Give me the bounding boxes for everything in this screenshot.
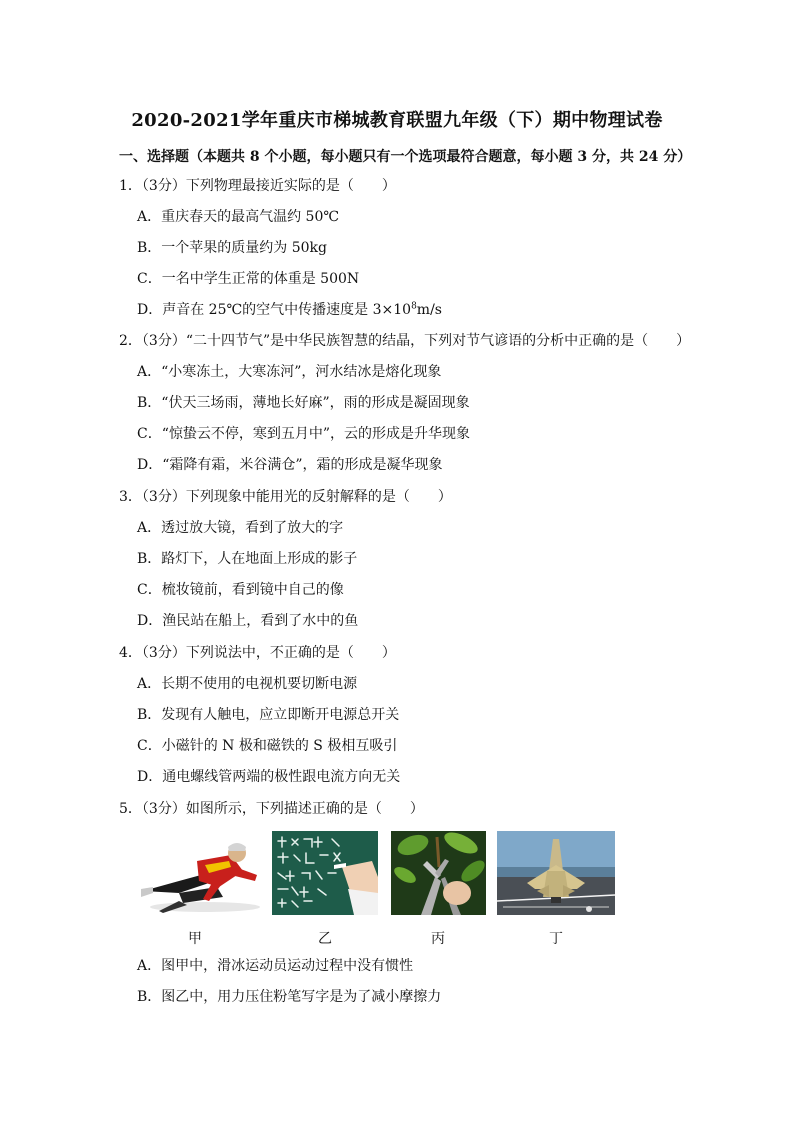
question-4-option-d: D．通电螺线管两端的极性跟电流方向无关 [137, 769, 401, 785]
question-4-stem: 4．（3分）下列说法中，不正确的是（ ） [119, 645, 396, 661]
question-3-option-b: B．路灯下，人在地面上形成的影子 [137, 551, 358, 567]
question-2-option-a: A．“小寒冻土，大寒冻河”，河水结冰是熔化现象 [137, 364, 442, 380]
question-3-option-d: D．渔民站在船上，看到了水中的鱼 [137, 613, 359, 629]
question-1-stem: 1．（3分）下列物理最接近实际的是（ ） [119, 178, 396, 194]
question-2-option-b: B．“伏天三场雨，薄地长好麻”，雨的形成是凝固现象 [137, 395, 470, 411]
question-1-option-d: D．声音在 25℃的空气中传播速度是 $3\times 10^8m/s$ [137, 301, 442, 318]
question-5-option-b: B．图乙中，用力压住粉笔写字是为了减小摩擦力 [137, 989, 442, 1005]
question-3-stem: 3．（3分）下列现象中能用光的反射解释的是（ ） [119, 489, 452, 505]
question-2-option-c: C．“惊蛰云不停，寒到五月中”，云的形成是升华现象 [137, 426, 471, 442]
question-3-option-c: C．梳妆镜前，看到镜中自己的像 [137, 582, 344, 598]
question-1-option-c: C．一名中学生正常的体重是 500N [137, 271, 360, 287]
figure-jia-skater [139, 831, 266, 915]
question-1-option-a: A．重庆春天的最高气温约 50℃ [137, 209, 340, 225]
figure-caption-ding: 丁 [549, 931, 563, 947]
section-heading: 一、选择题（本题共 8 个小题，每小题只有一个选项最符合题意，每小题 3 分，共 24 分） [119, 149, 692, 165]
question-4-option-c: C．小磁针的 N 极和磁铁的 S 极相互吸引 [137, 738, 398, 754]
figure-yi-chalkboard [272, 831, 378, 915]
exponent: 8 [411, 301, 417, 312]
question-3-option-a: A．透过放大镜，看到了放大的字 [137, 520, 344, 536]
figure-bing-shears [391, 831, 486, 915]
question-5-option-a: A．图甲中，滑冰运动员运动过程中没有惯性 [137, 958, 414, 974]
question-4-option-a: A．长期不使用的电视机要切断电源 [137, 676, 358, 692]
question-5-stem: 5．（3分）如图所示，下列描述正确的是（ ） [119, 801, 424, 817]
question-2-stem: 2．（3分）“二十四节气”是中华民族智慧的结晶，下列对节气谚语的分析中正确的是（ ） [119, 333, 691, 349]
figure-caption-yi: 乙 [318, 931, 332, 947]
question-2-option-d: D．“霜降有霜，米谷满仓”，霜的形成是凝华现象 [137, 457, 443, 473]
figure-caption-bing: 丙 [431, 931, 445, 947]
figure-ding-jet [497, 831, 615, 915]
question-4-option-b: B．发现有人触电，应立即断开电源总开关 [137, 707, 400, 723]
exam-title: 2020-2021学年重庆市梯城教育联盟九年级（下）期中物理试卷 [131, 110, 663, 131]
figure-caption-jia: 甲 [188, 931, 202, 947]
question-1-option-b: B．一个苹果的质量约为 50kg [137, 240, 327, 256]
